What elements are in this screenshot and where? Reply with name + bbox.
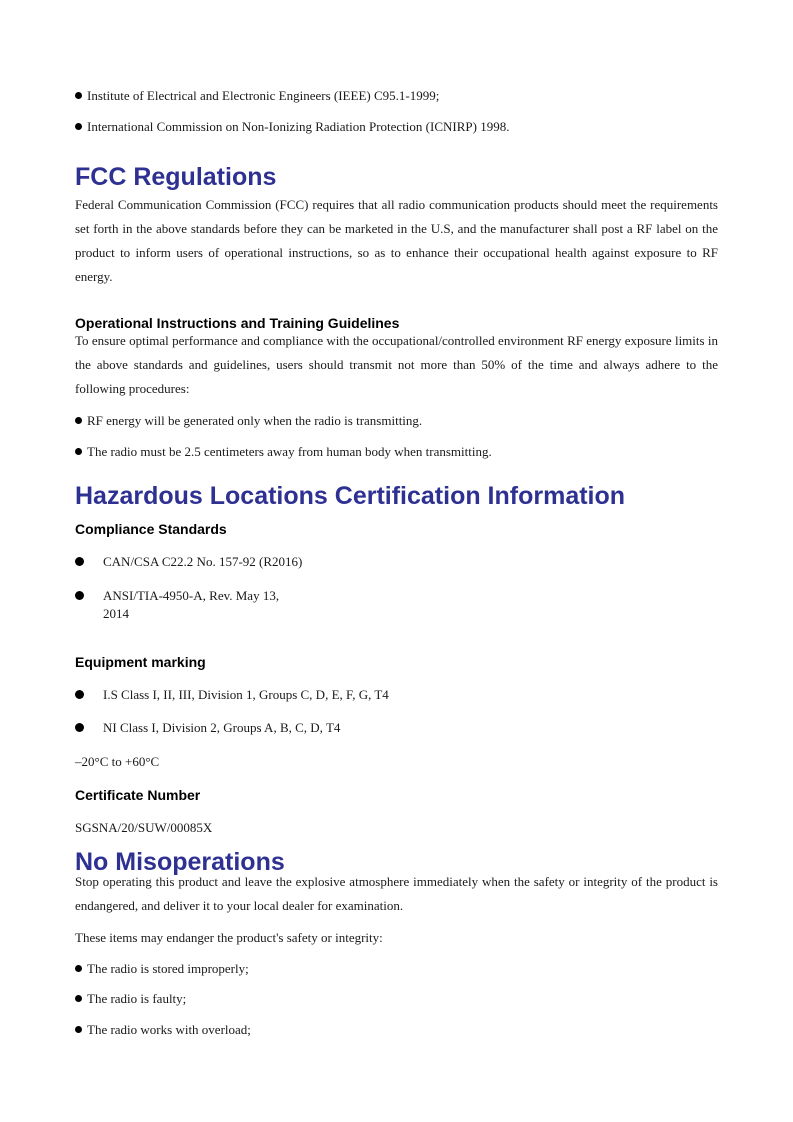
- training-paragraph: To ensure optimal performance and compliance with the occupational/controlled environment RF energy exposure limits in the above standards and guidelines, users should transmit not more than 50% of the time and always adhere to the following procedures:: [75, 333, 718, 396]
- misoperation-bullet: The radio is stored improperly;: [75, 961, 249, 977]
- marking-item: I.S Class I, II, III, Division 1, Groups C, D, E, F, G, T4: [75, 686, 389, 704]
- misoperation-bullet: The radio is faulty;: [75, 991, 186, 1007]
- bullet-icon: [75, 995, 82, 1002]
- certificate-number-heading: Certificate Number: [75, 787, 201, 803]
- fcc-regulations-title: FCC Regulations: [75, 163, 277, 191]
- bullet-icon: [75, 123, 82, 130]
- bullet-icon: [75, 448, 82, 455]
- compliance-item: CAN/CSA C22.2 No. 157-92 (R2016): [75, 553, 302, 571]
- misoperations-lead: These items may endanger the product's safety or integrity:: [75, 930, 383, 945]
- training-bullet: RF energy will be generated only when the radio is transmitting.: [75, 413, 422, 429]
- compliance-standards-heading: Compliance Standards: [75, 521, 227, 537]
- misoperations-paragraph: Stop operating this product and leave the explosive atmosphere immediately when the safety or integrity of the product is endangered, and deliver it to your local dealer for examination.: [75, 874, 718, 913]
- intro-bullet: International Commission on Non-Ionizing Radiation Protection (ICNIRP) 1998.: [75, 119, 509, 135]
- bullet-icon: [75, 557, 84, 566]
- certificate-number: SGSNA/20/SUW/00085X: [75, 820, 213, 835]
- misoperation-bullet: The radio works with overload;: [75, 1022, 251, 1038]
- training-heading: Operational Instructions and Training Guidelines: [75, 315, 400, 331]
- no-misoperations-title: No Misoperations: [75, 848, 285, 876]
- marking-item: NI Class I, Division 2, Groups A, B, C, D, T4: [75, 719, 340, 737]
- temperature-range: –20°C to +60°C: [75, 754, 160, 769]
- compliance-item: ANSI/TIA-4950-A, Rev. May 13, 2014: [75, 587, 279, 623]
- equipment-marking-heading: Equipment marking: [75, 654, 206, 670]
- bullet-icon: [75, 591, 84, 600]
- bullet-icon: [75, 965, 82, 972]
- bullet-icon: [75, 690, 84, 699]
- hazardous-locations-title: Hazardous Locations Certification Information: [75, 482, 626, 510]
- fcc-paragraph: Federal Communication Commission (FCC) requires that all radio communication products should meet the requirements set forth in the above standards before they can be marketed in the U.S, and the manufacturer shall post a RF label on the product to inform users of operational instructions, so as to enhance their occupational health against exposure to RF energy.: [75, 197, 718, 284]
- bullet-icon: [75, 417, 82, 424]
- training-bullet: The radio must be 2.5 centimeters away from human body when transmitting.: [75, 444, 492, 460]
- bullet-icon: [75, 92, 82, 99]
- intro-bullet: Institute of Electrical and Electronic Engineers (IEEE) C95.1-1999;: [75, 88, 439, 104]
- bullet-icon: [75, 1026, 82, 1033]
- bullet-icon: [75, 723, 84, 732]
